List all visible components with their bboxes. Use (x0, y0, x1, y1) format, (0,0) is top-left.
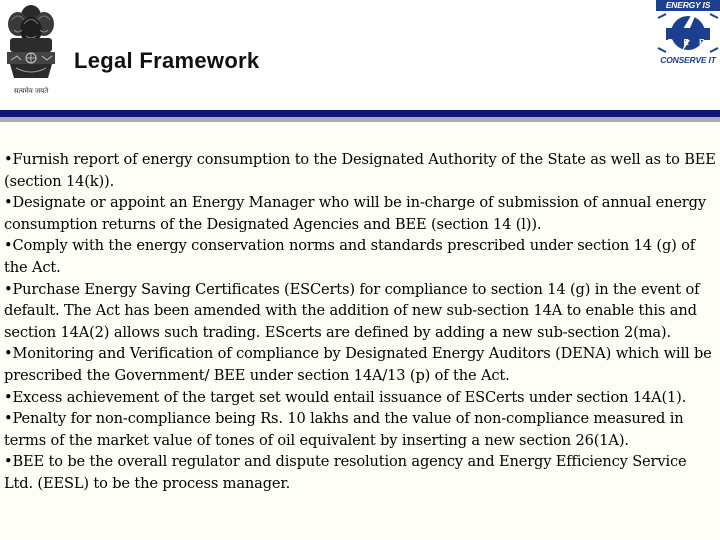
page-title: Legal Framework (74, 48, 260, 73)
emblem-caption: सत्यमेव जयते (13, 87, 49, 95)
bee-emblem-icon (656, 12, 720, 54)
bullet-item: •Comply with the energy conservation norms and standards prescribed under section 14 (g) of the Act. (4, 237, 696, 276)
bee-logo-bottom-text: CONSERVE IT (660, 55, 716, 65)
bee-logo (656, 0, 720, 68)
bullet-item: •Monitoring and Verification of compliance by Designated Energy Auditors (DENA) which will be prescribed the Government/ BEE under section 14A/13 (p) of the Act. (4, 345, 712, 384)
content-area (0, 122, 720, 540)
slide-header (0, 0, 720, 110)
lion-capital-icon (4, 2, 58, 86)
bullet-item: •Furnish report of energy consumption to the Designated Authority of the State as well as to BEE (section 14(k)). (4, 151, 716, 190)
bullet-item: •Excess achievement of the target set would entail issuance of ESCerts under section 14A(1). (4, 388, 687, 406)
header-rule-blue (0, 110, 720, 117)
state-emblem-logo (4, 2, 58, 98)
bullet-item: •BEE to be the overall regulator and dispute resolution agency and Energy Efficiency Service Ltd. (EESL) to be the process manager. (4, 453, 687, 492)
bullet-list (4, 149, 718, 495)
bullet-item: •Designate or appoint an Energy Manager who will be in-charge of submission of annual energy consumption returns of the Designated Agencies and BEE (section 14 (l)). (4, 194, 706, 233)
bullet-item: •Penalty for non-compliance being Rs. 10 lakhs and the value of non-compliance measured in terms of the market value of tones of oil equivalent by inserting a new section 26(1A). (4, 410, 684, 449)
bee-logo-letters: B E E (667, 38, 709, 47)
bullet-item: •Purchase Energy Saving Certificates (ESCerts) for compliance to section 14 (g) in the event of default. The Act has been amended with the addition of new sub-section 14A to enable this and section 14A(2) allows such trading. EScerts are defined by adding a new sub-section 2(ma). (4, 280, 700, 341)
bee-logo-top-text: ENERGY IS (656, 0, 720, 11)
